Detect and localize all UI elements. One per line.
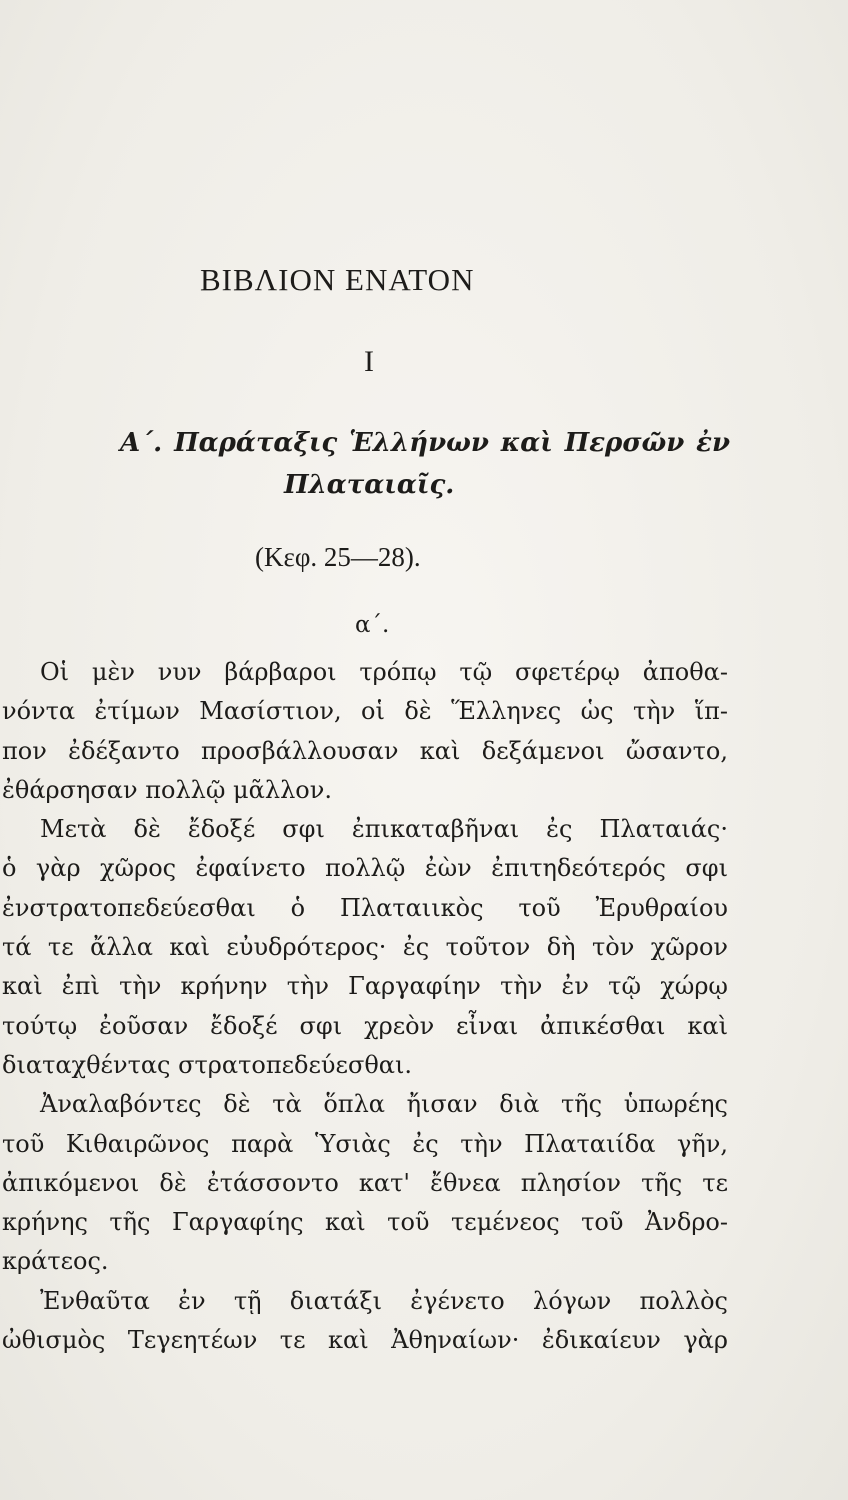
text-line: ἐθάρσησαν πολλῷ μᾶλλον. [2, 775, 332, 804]
text-line: Ἀναλαβόντες δὲ τὰ ὅπλα ἤισαν διὰ τῆς ὑπωρέης [40, 1090, 728, 1119]
section-heading-line-2: Πλαταιαῖς. [284, 470, 455, 500]
text-line: Μετὰ δὲ ἔδοξέ σφι ἐπικαταβῆναι ἐς Πλαταιάς· [40, 815, 728, 844]
section-heading-line-1: Α΄. Παράταξις Ἑλλήνων καὶ Περσῶν ἐν [120, 428, 730, 458]
text-line: πον ἐδέξαντο προσβάλλουσαν καὶ δεξάμενοι ὤσαντο, [2, 736, 728, 765]
text-line: διαταχθέντας στρατοπεδεύεσθαι. [2, 1050, 413, 1079]
text-line: κρήνης τῆς Γαργαφίης καὶ τοῦ τεμένεος τοῦ Ἀνδρο- [2, 1208, 728, 1237]
text-line: ὠθισμὸς Τεγεητέων τε καὶ Ἀθηναίων· ἐδικαίευν γὰρ [2, 1326, 728, 1355]
text-line: ὁ γὰρ χῶρος ἐφαίνετο πολλῷ ἐὼν ἐπιτηδεότερός σφι [2, 854, 728, 883]
text-line: Οἱ μὲν νυν βάρβαροι τρόπῳ τῷ σφετέρῳ ἀποθα- [40, 658, 728, 686]
paragraph-marker: α΄. [355, 612, 390, 638]
text-line: κράτεος. [2, 1247, 109, 1276]
text-line: ἀπικόμενοι δὲ ἐτάσσοντο κατ' ἔθνεα πλησίον τῆς τε [2, 1168, 728, 1197]
text-line: τούτῳ ἐοῦσαν ἔδοξέ σφι χρεὸν εἶναι ἀπικέσθαι καὶ [2, 1011, 728, 1040]
text-line: τοῦ Κιθαιρῶνος παρὰ Ὑσιὰς ἐς τὴν Πλαταιίδα γῆν, [2, 1129, 728, 1158]
text-line: καὶ ἐπὶ τὴν κρήνην τὴν Γαργαφίην τὴν ἐν τῷ χώρῳ [2, 972, 728, 1001]
text-line: ἐνστρατοπεδεύεσθαι ὁ Πλαταιικὸς τοῦ Ἐρυθραίου [2, 893, 728, 922]
section-number: I [364, 345, 374, 378]
text-line: Ἐνθαῦτα ἐν τῇ διατάξι ἐγένετο λόγων πολλὸς [40, 1286, 728, 1315]
text-line: νόντα ἐτίμων Μασίστιον, οἱ δὲ Ἕλληνες ὡς τὴν ἵπ- [2, 697, 728, 726]
body-text [0, 653, 848, 1360]
text-line: τά τε ἄλλα καὶ εὐυδρότερος· ἐς τοῦτον δὴ τὸν χῶρον [2, 933, 728, 962]
chapter-range: (Κεφ. 25—28). [255, 542, 421, 572]
book-title: ΒΙΒΛΙΟΝ ΕΝΑΤΟΝ [200, 262, 475, 297]
section-heading [120, 422, 730, 506]
